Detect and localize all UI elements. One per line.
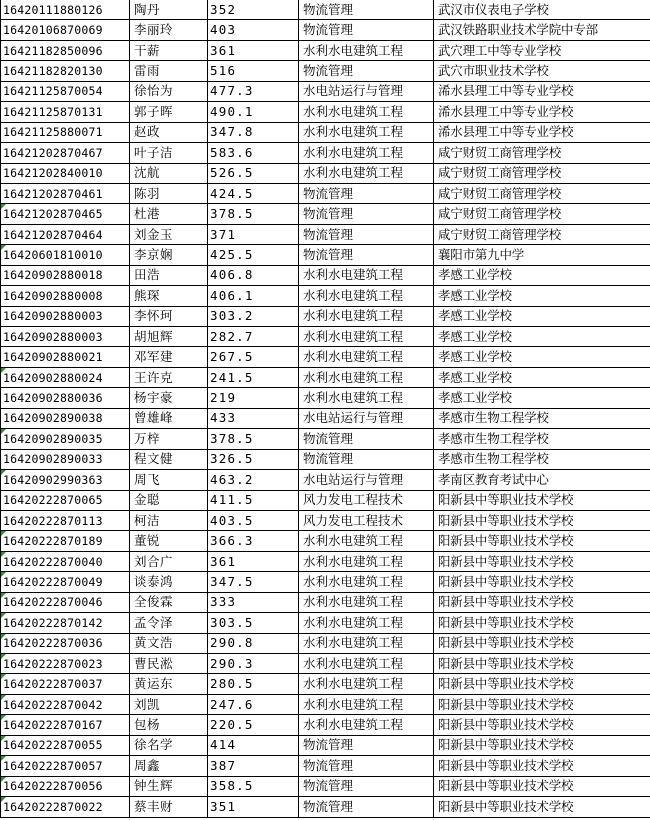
cell-name: 郭子晖 (130, 102, 208, 122)
cell-name: 钟生辉 (130, 776, 208, 796)
cell-name: 周鑫 (130, 756, 208, 776)
cell-score: 347.8 (208, 122, 299, 142)
cell-name: 陈羽 (130, 183, 208, 203)
cell-school: 阳新县中等职业技术学校 (434, 490, 650, 510)
cell-major: 水利水电建筑工程 (299, 327, 434, 347)
cell-name: 谈泰鸿 (130, 572, 208, 592)
cell-warning-marker (1, 674, 6, 679)
cell-score: 280.5 (208, 674, 299, 694)
table-row (1, 183, 650, 203)
cell-id: 16420601810010 (1, 245, 130, 265)
table-body (1, 0, 650, 817)
cell-school: 咸宁财贸工商管理学校 (434, 224, 650, 244)
cell-major: 物流管理 (299, 245, 434, 265)
cell-school: 阳新县中等职业技术学校 (434, 715, 650, 735)
cell-id: 16421202870465 (1, 204, 130, 224)
cell-score: 241.5 (208, 367, 299, 387)
cell-school: 武汉市仪表电子学校 (434, 0, 650, 20)
cell-warning-marker (1, 736, 6, 741)
cell-id: 16420902880008 (1, 286, 130, 306)
cell-id: 16420902890038 (1, 408, 130, 428)
table-row (1, 613, 650, 633)
cell-id: 16420222870065 (1, 490, 130, 510)
cell-name: 程文健 (130, 449, 208, 469)
cell-score: 267.5 (208, 347, 299, 367)
cell-score: 463.2 (208, 470, 299, 490)
cell-id: 16420902880021 (1, 347, 130, 367)
cell-school: 阳新县中等职业技术学校 (434, 613, 650, 633)
cell-school: 孝南区教育考试中心 (434, 470, 650, 490)
cell-id: 16420902890035 (1, 429, 130, 449)
cell-school: 咸宁财贸工商管理学校 (434, 183, 650, 203)
cell-school: 咸宁财贸工商管理学校 (434, 163, 650, 183)
table-row (1, 40, 650, 60)
cell-name: 王许克 (130, 367, 208, 387)
table-row (1, 245, 650, 265)
cell-score: 424.5 (208, 183, 299, 203)
cell-major: 水利水电建筑工程 (299, 654, 434, 674)
cell-name: 李京娴 (130, 245, 208, 265)
cell-school: 阳新县中等职业技术学校 (434, 776, 650, 796)
table-row (1, 347, 650, 367)
cell-school: 孝感工业学校 (434, 347, 650, 367)
cell-score: 220.5 (208, 715, 299, 735)
cell-score: 403 (208, 20, 299, 40)
cell-major: 物流管理 (299, 776, 434, 796)
cell-school: 武穴市职业技术学校 (434, 61, 650, 81)
cell-id: 16420222870113 (1, 510, 130, 530)
cell-warning-marker (1, 695, 6, 700)
cell-name: 刘凯 (130, 694, 208, 714)
cell-school: 咸宁财贸工商管理学校 (434, 204, 650, 224)
cell-score: 326.5 (208, 449, 299, 469)
cell-school: 阳新县中等职业技术学校 (434, 674, 650, 694)
cell-id: 16420902890033 (1, 449, 130, 469)
table-row (1, 122, 650, 142)
cell-major: 物流管理 (299, 429, 434, 449)
cell-school: 孝感工业学校 (434, 306, 650, 326)
cell-id: 16420222870022 (1, 797, 130, 817)
cell-id: 16420222870036 (1, 633, 130, 653)
table-row (1, 592, 650, 612)
cell-name: 胡旭辉 (130, 327, 208, 347)
cell-major: 物流管理 (299, 204, 434, 224)
table-row (1, 388, 650, 408)
cell-major: 水利水电建筑工程 (299, 551, 434, 571)
cell-score: 247.6 (208, 694, 299, 714)
cell-name: 李丽玲 (130, 20, 208, 40)
cell-major: 水利水电建筑工程 (299, 694, 434, 714)
cell-warning-marker (1, 715, 6, 720)
cell-score: 406.1 (208, 286, 299, 306)
cell-id: 16421202840010 (1, 163, 130, 183)
cell-id: 16420222870046 (1, 592, 130, 612)
cell-school: 孝感市生物工程学校 (434, 429, 650, 449)
cell-school: 咸宁财贸工商管理学校 (434, 143, 650, 163)
table-row (1, 470, 650, 490)
cell-score: 358.5 (208, 776, 299, 796)
cell-warning-marker (1, 429, 6, 434)
cell-major: 物流管理 (299, 797, 434, 817)
cell-major: 物流管理 (299, 183, 434, 203)
cell-major: 风力发电工程技术 (299, 510, 434, 530)
cell-score: 403.5 (208, 510, 299, 530)
cell-major: 水利水电建筑工程 (299, 613, 434, 633)
cell-school: 阳新县中等职业技术学校 (434, 756, 650, 776)
table-row (1, 224, 650, 244)
cell-name: 李怀珂 (130, 306, 208, 326)
cell-name: 黄运东 (130, 674, 208, 694)
cell-major: 水利水电建筑工程 (299, 40, 434, 60)
cell-warning-marker (1, 593, 6, 598)
cell-score: 347.5 (208, 572, 299, 592)
cell-major: 水利水电建筑工程 (299, 143, 434, 163)
cell-id: 16420222870142 (1, 613, 130, 633)
table-row (1, 81, 650, 101)
cell-major: 物流管理 (299, 224, 434, 244)
cell-id: 16421125870054 (1, 81, 130, 101)
cell-id: 16420902880003 (1, 306, 130, 326)
cell-school: 襄阳市第九中学 (434, 245, 650, 265)
cell-id: 16420902880018 (1, 265, 130, 285)
cell-major: 风力发电工程技术 (299, 490, 434, 510)
table-row (1, 0, 650, 20)
cell-score: 433 (208, 408, 299, 428)
cell-major: 水利水电建筑工程 (299, 102, 434, 122)
cell-score: 290.3 (208, 654, 299, 674)
cell-id: 16420222870037 (1, 674, 130, 694)
table-row (1, 633, 650, 653)
cell-id: 16420222870042 (1, 694, 130, 714)
cell-warning-marker (1, 470, 6, 475)
cell-score: 526.5 (208, 163, 299, 183)
cell-warning-marker (1, 552, 6, 557)
table-row (1, 551, 650, 571)
cell-major: 水电站运行与管理 (299, 408, 434, 428)
cell-id: 16420111880126 (1, 0, 130, 20)
cell-score: 351 (208, 797, 299, 817)
cell-warning-marker (1, 572, 6, 577)
cell-major: 水电站运行与管理 (299, 470, 434, 490)
table-row (1, 735, 650, 755)
cell-school: 浠水县理工中等专业学校 (434, 102, 650, 122)
cell-score: 361 (208, 40, 299, 60)
cell-school: 孝感工业学校 (434, 367, 650, 387)
cell-warning-marker (1, 634, 6, 639)
cell-major: 物流管理 (299, 20, 434, 40)
cell-school: 阳新县中等职业技术学校 (434, 735, 650, 755)
cell-id: 16421202870464 (1, 224, 130, 244)
cell-name: 黄文浩 (130, 633, 208, 653)
cell-name: 周飞 (130, 470, 208, 490)
cell-school: 阳新县中等职业技术学校 (434, 654, 650, 674)
cell-school: 孝感工业学校 (434, 286, 650, 306)
table-row (1, 306, 650, 326)
cell-id: 16420902880024 (1, 367, 130, 387)
cell-school: 阳新县中等职业技术学校 (434, 633, 650, 653)
table-row (1, 429, 650, 449)
cell-score: 352 (208, 0, 299, 20)
cell-warning-marker (1, 204, 6, 209)
cell-score: 414 (208, 735, 299, 755)
table-row (1, 163, 650, 183)
table-row (1, 490, 650, 510)
table-row (1, 572, 650, 592)
cell-major: 水利水电建筑工程 (299, 633, 434, 653)
cell-id: 16420222870057 (1, 756, 130, 776)
cell-name: 沈航 (130, 163, 208, 183)
cell-id: 16421202870461 (1, 183, 130, 203)
cell-warning-marker (1, 797, 6, 802)
cell-major: 水利水电建筑工程 (299, 122, 434, 142)
cell-school: 孝感工业学校 (434, 265, 650, 285)
cell-name: 金聪 (130, 490, 208, 510)
cell-school: 孝感工业学校 (434, 327, 650, 347)
cell-score: 361 (208, 551, 299, 571)
cell-score: 477.3 (208, 81, 299, 101)
cell-id: 16421182820130 (1, 61, 130, 81)
cell-major: 物流管理 (299, 756, 434, 776)
cell-major: 水利水电建筑工程 (299, 388, 434, 408)
cell-name: 叶子洁 (130, 143, 208, 163)
table-row (1, 674, 650, 694)
cell-school: 阳新县中等职业技术学校 (434, 531, 650, 551)
cell-score: 219 (208, 388, 299, 408)
cell-name: 曹民淞 (130, 654, 208, 674)
table-row (1, 20, 650, 40)
cell-major: 水利水电建筑工程 (299, 286, 434, 306)
cell-major: 物流管理 (299, 0, 434, 20)
cell-score: 303.2 (208, 306, 299, 326)
cell-major: 水利水电建筑工程 (299, 592, 434, 612)
table-row (1, 204, 650, 224)
table-row (1, 143, 650, 163)
table-row (1, 510, 650, 530)
cell-major: 物流管理 (299, 735, 434, 755)
cell-score: 490.1 (208, 102, 299, 122)
table-row (1, 715, 650, 735)
cell-id: 16420106870069 (1, 20, 130, 40)
table-row (1, 286, 650, 306)
cell-major: 水利水电建筑工程 (299, 306, 434, 326)
cell-id: 16420222870189 (1, 531, 130, 551)
cell-school: 孝感市生物工程学校 (434, 449, 650, 469)
table-row (1, 327, 650, 347)
cell-id: 16421125870131 (1, 102, 130, 122)
cell-id: 16420222870023 (1, 654, 130, 674)
cell-name: 熊琛 (130, 286, 208, 306)
cell-name: 曾雄峰 (130, 408, 208, 428)
cell-score: 583.6 (208, 143, 299, 163)
cell-warning-marker (1, 613, 6, 618)
cell-warning-marker (1, 368, 6, 373)
cell-warning-marker (1, 777, 6, 782)
cell-name: 刘金玉 (130, 224, 208, 244)
cell-warning-marker (1, 654, 6, 659)
cell-major: 水电站运行与管理 (299, 81, 434, 101)
cell-major: 物流管理 (299, 449, 434, 469)
cell-major: 水利水电建筑工程 (299, 572, 434, 592)
cell-major: 水利水电建筑工程 (299, 531, 434, 551)
cell-name: 杜港 (130, 204, 208, 224)
table-row (1, 797, 650, 817)
cell-name: 徐名学 (130, 735, 208, 755)
cell-name: 田浩 (130, 265, 208, 285)
cell-major: 物流管理 (299, 61, 434, 81)
cell-school: 阳新县中等职业技术学校 (434, 510, 650, 530)
cell-major: 水利水电建筑工程 (299, 715, 434, 735)
cell-score: 303.5 (208, 613, 299, 633)
cell-id: 16420222870055 (1, 735, 130, 755)
table-row (1, 449, 650, 469)
cell-major: 水利水电建筑工程 (299, 674, 434, 694)
cell-id: 16420902990363 (1, 470, 130, 490)
table-row (1, 654, 650, 674)
cell-name: 邓军建 (130, 347, 208, 367)
cell-score: 333 (208, 592, 299, 612)
cell-id: 16420902880036 (1, 388, 130, 408)
cell-school: 阳新县中等职业技术学校 (434, 551, 650, 571)
cell-name: 包杨 (130, 715, 208, 735)
cell-school: 浠水县理工中等专业学校 (434, 122, 650, 142)
cell-score: 406.8 (208, 265, 299, 285)
cell-warning-marker (1, 245, 6, 250)
cell-score: 516 (208, 61, 299, 81)
cell-school: 孝感市生物工程学校 (434, 408, 650, 428)
cell-id: 16420222870049 (1, 572, 130, 592)
cell-major: 水利水电建筑工程 (299, 347, 434, 367)
cell-name: 徐怡为 (130, 81, 208, 101)
cell-score: 366.3 (208, 531, 299, 551)
cell-id: 16420902880003 (1, 327, 130, 347)
cell-id: 16420222870167 (1, 715, 130, 735)
cell-warning-marker (1, 756, 6, 761)
cell-name: 柯洁 (130, 510, 208, 530)
cell-id: 16421182850096 (1, 40, 130, 60)
cell-name: 赵政 (130, 122, 208, 142)
cell-score: 290.8 (208, 633, 299, 653)
table-row (1, 408, 650, 428)
table-row (1, 776, 650, 796)
cell-name: 蔡丰财 (130, 797, 208, 817)
cell-school: 阳新县中等职业技术学校 (434, 797, 650, 817)
cell-id: 16421202870467 (1, 143, 130, 163)
cell-score: 371 (208, 224, 299, 244)
table-row (1, 102, 650, 122)
table-row (1, 756, 650, 776)
cell-school: 阳新县中等职业技术学校 (434, 572, 650, 592)
cell-warning-marker (1, 531, 6, 536)
table-row (1, 367, 650, 387)
cell-name: 孟令泽 (130, 613, 208, 633)
cell-name: 万梓 (130, 429, 208, 449)
cell-school: 阳新县中等职业技术学校 (434, 694, 650, 714)
cell-id: 16420222870040 (1, 551, 130, 571)
cell-major: 水利水电建筑工程 (299, 367, 434, 387)
table-row (1, 694, 650, 714)
cell-id: 16421125880071 (1, 122, 130, 142)
cell-name: 杨宇豪 (130, 388, 208, 408)
cell-score: 387 (208, 756, 299, 776)
cell-score: 378.5 (208, 204, 299, 224)
cell-score: 411.5 (208, 490, 299, 510)
cell-score: 378.5 (208, 429, 299, 449)
cell-major: 水利水电建筑工程 (299, 265, 434, 285)
cell-school: 武穴理工中等专业学校 (434, 40, 650, 60)
cell-name: 陶丹 (130, 0, 208, 20)
cell-school: 孝感工业学校 (434, 388, 650, 408)
table-row (1, 531, 650, 551)
cell-id: 16420222870056 (1, 776, 130, 796)
table-row (1, 265, 650, 285)
table-row (1, 61, 650, 81)
cell-school: 武汉铁路职业技术学院中专部 (434, 20, 650, 40)
cell-school: 浠水县理工中等专业学校 (434, 81, 650, 101)
cell-name: 全俊霖 (130, 592, 208, 612)
cell-name: 雷雨 (130, 61, 208, 81)
cell-name: 刘合广 (130, 551, 208, 571)
cell-score: 282.7 (208, 327, 299, 347)
cell-school: 阳新县中等职业技术学校 (434, 592, 650, 612)
cell-major: 水利水电建筑工程 (299, 163, 434, 183)
cell-score: 425.5 (208, 245, 299, 265)
cell-name: 董锐 (130, 531, 208, 551)
cell-name: 干薪 (130, 40, 208, 60)
